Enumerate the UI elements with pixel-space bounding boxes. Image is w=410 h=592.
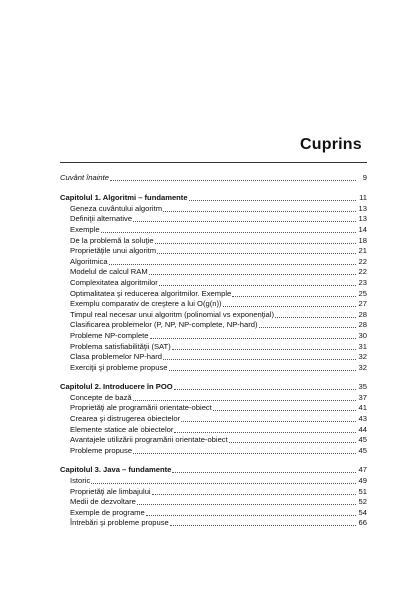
dot-leader <box>189 200 356 201</box>
dot-leader <box>163 211 356 212</box>
toc-entry-page: 11 <box>359 193 367 203</box>
chapter-spacer <box>60 373 367 382</box>
toc-entry-page: 25 <box>358 288 367 298</box>
toc-entry-page: 41 <box>358 403 367 413</box>
dot-leader <box>157 253 356 254</box>
toc-entry-page: 30 <box>358 330 367 340</box>
toc-entry <box>60 507 367 518</box>
toc-entry-page: 31 <box>358 341 367 351</box>
dot-leader <box>146 515 356 516</box>
dot-leader <box>169 370 357 371</box>
toc-chapter-3 <box>60 465 367 476</box>
table-of-contents <box>60 172 367 528</box>
toc-entry-label: Geneza cuvântului algoritm <box>70 203 163 213</box>
toc-entry-label: De la problemă la soluţie <box>70 235 154 245</box>
toc-entry-label: Elemente statice ale obiectelor <box>70 424 174 434</box>
toc-entry <box>60 309 367 320</box>
dot-leader <box>137 504 356 505</box>
toc-entry <box>60 214 367 225</box>
toc-entry-page: 22 <box>358 267 367 277</box>
toc-entry-page: 28 <box>358 309 367 319</box>
dot-leader <box>159 285 356 286</box>
toc-entry-page: 23 <box>358 277 367 287</box>
toc-entry-page: 13 <box>358 214 367 224</box>
dot-leader <box>213 410 356 411</box>
toc-entry-label: Clasificarea problemelor (P, NP, NP-complete, NP-hard) <box>70 320 258 330</box>
toc-entry-label: Probleme propuse <box>70 445 133 455</box>
dot-leader <box>170 525 356 526</box>
toc-entry <box>60 203 367 214</box>
toc-entry-label: Exemplu comparativ de creştere a lui O(g(n)) <box>70 299 222 309</box>
toc-entry-label: Concepte de bază <box>70 392 132 402</box>
toc-entry <box>60 362 367 373</box>
dot-leader <box>91 483 356 484</box>
title-divider <box>60 162 367 163</box>
toc-entry <box>60 224 367 235</box>
toc-entry <box>60 413 367 424</box>
dot-leader <box>150 338 357 339</box>
toc-entry-label: Clasa problemelor NP-hard <box>70 352 163 362</box>
toc-entry-page: 51 <box>358 486 367 496</box>
toc-entry-label: Exemple <box>70 224 100 234</box>
toc-entry-label: Capitolul 1. Algoritmi – fundamente <box>60 193 188 203</box>
toc-entry-label: Optimalitatea şi reducerea algoritmilor. Exemple <box>70 288 232 298</box>
toc-entry <box>60 299 367 310</box>
toc-entry-label: Cuvânt înainte <box>60 172 109 182</box>
dot-leader <box>152 494 356 495</box>
toc-chapter-2 <box>60 382 367 393</box>
dot-leader <box>172 349 356 350</box>
page-title: Cuprins <box>300 136 362 153</box>
dot-leader <box>229 442 356 443</box>
dot-leader <box>223 306 356 307</box>
toc-entry-label: Proprietăţi ale limbajului <box>70 486 151 496</box>
toc-entry-page: 32 <box>358 362 367 372</box>
toc-entry-page: 14 <box>358 224 367 234</box>
toc-entry-label: Problema satisfiabilităţii (SAT) <box>70 341 171 351</box>
toc-entry-label: Medii de dezvoltare <box>70 497 136 507</box>
toc-entry-label: Istoric <box>70 476 91 486</box>
toc-entry-label: Algoritmica <box>70 256 108 266</box>
toc-entry-page: 27 <box>358 299 367 309</box>
toc-entry <box>60 330 367 341</box>
toc-entry <box>60 267 367 278</box>
toc-entry <box>60 403 367 414</box>
toc-entry-page: 47 <box>358 465 367 475</box>
dot-leader <box>149 274 356 275</box>
toc-entry-page: 66 <box>358 518 367 528</box>
toc-entry-page: 35 <box>358 382 367 392</box>
dot-leader <box>133 400 356 401</box>
dot-leader <box>109 264 356 265</box>
toc-entry-page: 43 <box>358 414 367 424</box>
toc-entry-label: Crearea şi distrugerea obiectelor <box>70 414 181 424</box>
toc-entry-page: 45 <box>358 445 367 455</box>
toc-entry-page: 37 <box>358 392 367 402</box>
dot-leader <box>133 221 356 222</box>
chapter-list <box>60 183 367 529</box>
toc-entry-label: Timpul real necesar unui algoritm (polinomial vs exponenţial) <box>70 309 275 319</box>
chapter-spacer <box>60 183 367 193</box>
toc-entry-label: Exerciţii şi probleme propuse <box>70 362 168 372</box>
toc-entry <box>60 256 367 267</box>
toc-entry <box>60 320 367 331</box>
toc-entry-page: 18 <box>358 235 367 245</box>
toc-entry-page: 28 <box>358 320 367 330</box>
dot-leader <box>172 472 356 473</box>
toc-entry-page: 45 <box>358 435 367 445</box>
dot-leader <box>110 180 356 181</box>
toc-entry-label: Capitolul 2. Introducere în POO <box>60 382 173 392</box>
toc-entry <box>60 392 367 403</box>
dot-leader <box>259 327 356 328</box>
toc-entry-page: 49 <box>358 476 367 486</box>
dot-leader <box>101 232 356 233</box>
toc-entry <box>60 246 367 257</box>
toc-entry-label: Exemple de programe <box>70 507 145 517</box>
toc-entry-label: Complexitatea algoritmilor <box>70 277 158 287</box>
toc-entry <box>60 235 367 246</box>
toc-entry-label: Întrebări şi probleme propuse <box>70 518 169 528</box>
toc-entry-label: Avantajele utilizării programării orientate-obiect <box>70 435 228 445</box>
toc-entry <box>60 341 367 352</box>
chapter-spacer <box>60 456 367 465</box>
dot-leader <box>163 359 356 360</box>
toc-entry-label: Proprietăţi ale programării orientate-obiect <box>70 403 212 413</box>
toc-entry <box>60 435 367 446</box>
toc-entry-label: Probleme NP-complete <box>70 330 149 340</box>
dot-leader <box>174 432 356 433</box>
toc-chapter-1 <box>60 193 367 204</box>
toc-entry <box>60 486 367 497</box>
toc-entry-label: Proprietăţile unui algoritm <box>70 246 157 256</box>
dot-leader <box>133 453 356 454</box>
toc-entry <box>60 445 367 456</box>
toc-entry-intro <box>60 172 367 183</box>
toc-entry-page: 44 <box>358 424 367 434</box>
toc-entry-page: 21 <box>358 246 367 256</box>
toc-entry-page: 22 <box>358 256 367 266</box>
toc-entry-page: 52 <box>358 497 367 507</box>
dot-leader <box>275 317 356 318</box>
toc-entry <box>60 518 367 529</box>
toc-entry <box>60 352 367 363</box>
toc-entry <box>60 424 367 435</box>
toc-entry <box>60 497 367 508</box>
toc-entry-label: Capitolul 3. Java – fundamente <box>60 465 172 475</box>
toc-entry-page: 13 <box>358 203 367 213</box>
dot-leader <box>174 389 356 390</box>
toc-entry-page: 54 <box>358 507 367 517</box>
toc-entry-page: 32 <box>358 352 367 362</box>
toc-entry-page: 9 <box>362 172 367 182</box>
toc-entry <box>60 277 367 288</box>
dot-leader <box>232 296 356 297</box>
dot-leader <box>155 243 356 244</box>
toc-entry-label: Modelul de calcul RAM <box>70 267 148 277</box>
toc-entry <box>60 288 367 299</box>
dot-leader <box>181 421 356 422</box>
toc-entry <box>60 475 367 486</box>
toc-entry-label: Definiţii alternative <box>70 214 133 224</box>
